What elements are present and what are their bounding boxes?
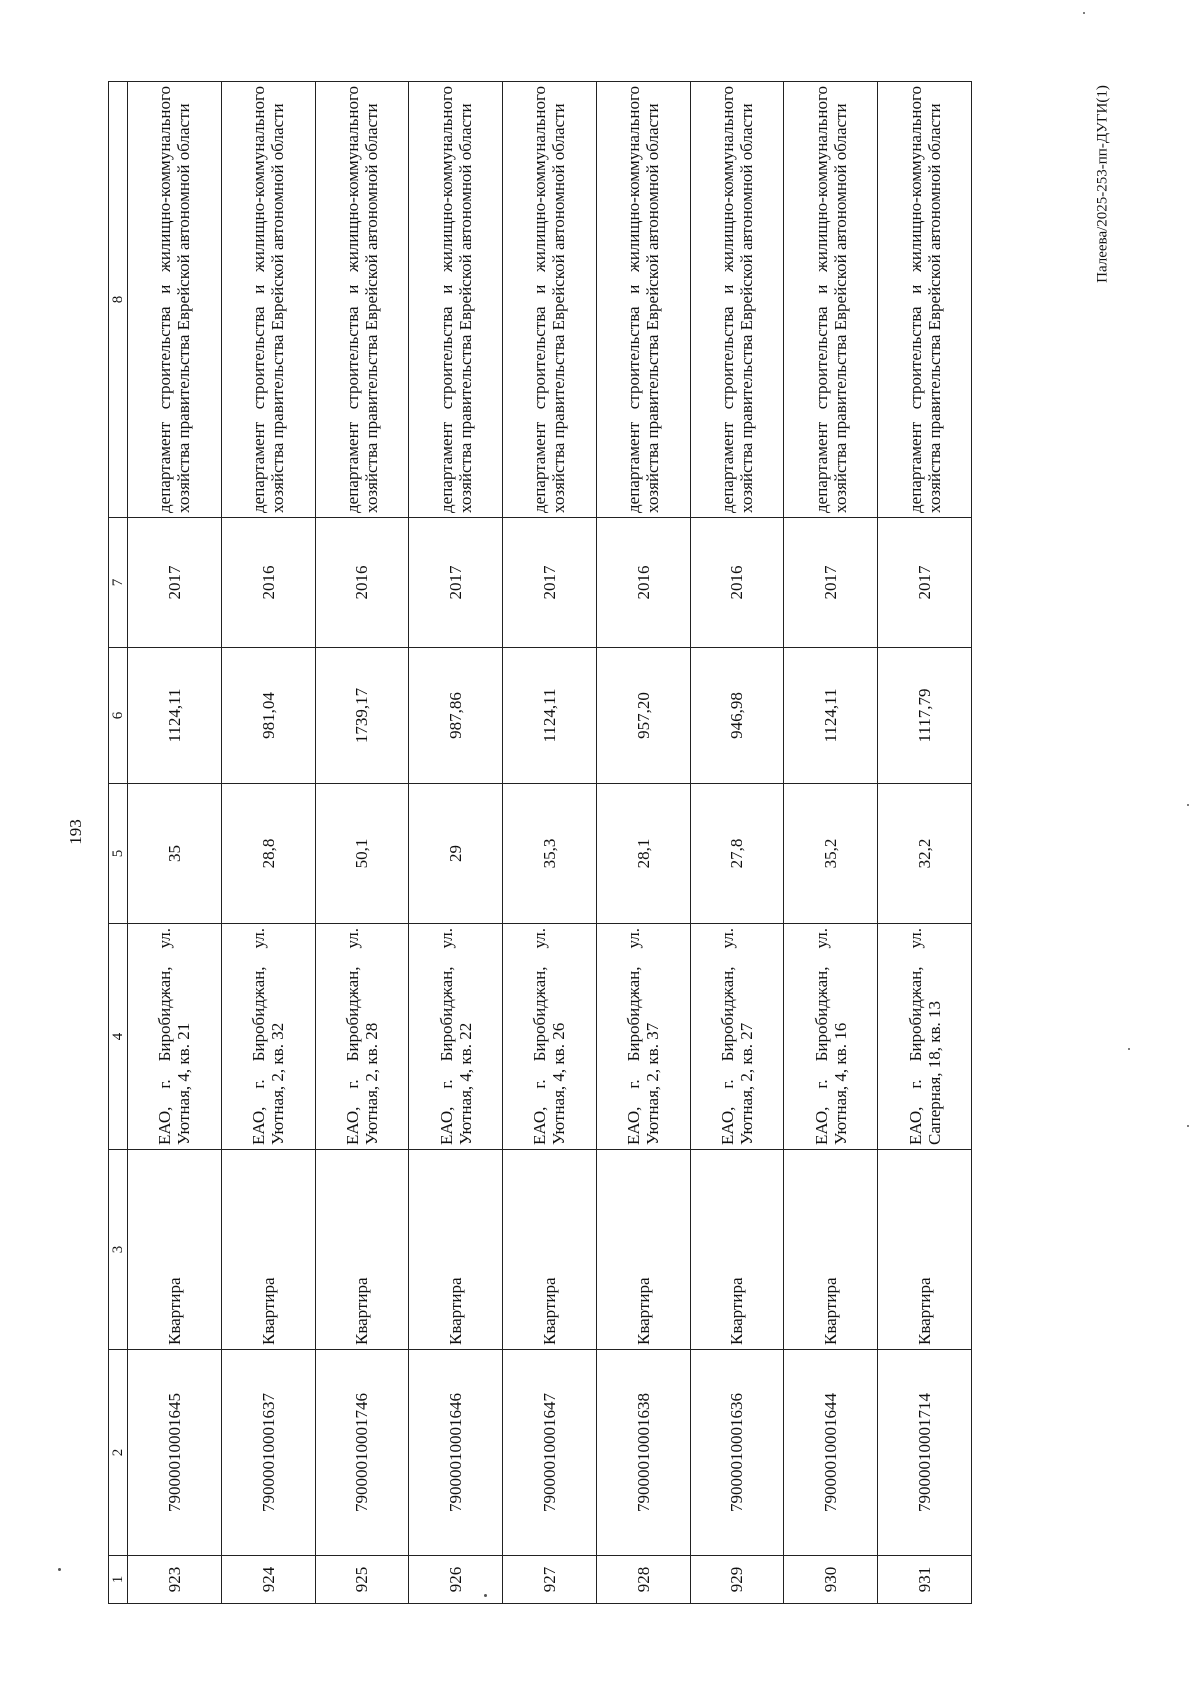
property-type-cell: Квартира bbox=[409, 1150, 503, 1350]
table-row bbox=[503, 82, 597, 1604]
year-cell: 2016 bbox=[315, 518, 409, 648]
holder-organization-cell: департамент строительства и жилищно-коммунального хозяйства правительства Еврейской автономной области bbox=[878, 82, 972, 518]
column-number-header-row bbox=[109, 82, 128, 1604]
table-row bbox=[690, 82, 784, 1604]
cadastral-number-cell: 79000010001647 bbox=[503, 1350, 597, 1556]
table-row bbox=[784, 82, 878, 1604]
address-cell: ЕАО, г. Биробиджан, ул. Уютная, 2, кв. 27 bbox=[690, 924, 784, 1150]
address-cell: ЕАО, г. Биробиджан, ул. Саперная, 18, кв. 13 bbox=[878, 924, 972, 1150]
column-header: 4 bbox=[109, 924, 128, 1150]
cadastral-number-cell: 79000010001646 bbox=[409, 1350, 503, 1556]
column-header: 2 bbox=[109, 1350, 128, 1556]
table-row bbox=[596, 82, 690, 1604]
table-row bbox=[878, 82, 972, 1604]
area-cell: 32,2 bbox=[878, 784, 972, 924]
column-header: 1 bbox=[109, 1556, 128, 1604]
year-cell: 2017 bbox=[784, 518, 878, 648]
holder-organization-cell: департамент строительства и жилищно-коммунального хозяйства правительства Еврейской автономной области bbox=[221, 82, 315, 518]
address-cell: ЕАО, г. Биробиджан, ул. Уютная, 2, кв. 37 bbox=[596, 924, 690, 1150]
area-cell: 35 bbox=[128, 784, 222, 924]
property-type-cell: Квартира bbox=[690, 1150, 784, 1350]
year-cell: 2017 bbox=[409, 518, 503, 648]
cost-cell: 1739,17 bbox=[315, 648, 409, 784]
year-cell: 2016 bbox=[221, 518, 315, 648]
cost-cell: 987,86 bbox=[409, 648, 503, 784]
holder-organization-cell: департамент строительства и жилищно-коммунального хозяйства правительства Еврейской автономной области bbox=[128, 82, 222, 518]
cadastral-number-cell: 79000010001645 bbox=[128, 1350, 222, 1556]
property-type-cell: Квартира bbox=[503, 1150, 597, 1350]
row-number-cell: 931 bbox=[878, 1556, 972, 1604]
cost-cell: 981,04 bbox=[221, 648, 315, 784]
cost-cell: 1124,11 bbox=[784, 648, 878, 784]
year-cell: 2016 bbox=[596, 518, 690, 648]
table-row bbox=[128, 82, 222, 1604]
scan-speck bbox=[1083, 12, 1085, 14]
property-type-cell: Квартира bbox=[128, 1150, 222, 1350]
cadastral-number-cell: 79000010001636 bbox=[690, 1350, 784, 1556]
year-cell: 2017 bbox=[503, 518, 597, 648]
year-cell: 2017 bbox=[128, 518, 222, 648]
area-cell: 29 bbox=[409, 784, 503, 924]
address-cell: ЕАО, г. Биробиджан, ул. Уютная, 2, кв. 32 bbox=[221, 924, 315, 1150]
scan-speck bbox=[1128, 1048, 1130, 1050]
cadastral-number-cell: 79000010001714 bbox=[878, 1350, 972, 1556]
property-register-table bbox=[108, 81, 972, 1604]
cost-cell: 1124,11 bbox=[128, 648, 222, 784]
row-number-cell: 925 bbox=[315, 1556, 409, 1604]
cadastral-number-cell: 79000010001746 bbox=[315, 1350, 409, 1556]
holder-organization-cell: департамент строительства и жилищно-коммунального хозяйства правительства Еврейской автономной области bbox=[409, 82, 503, 518]
column-header: 7 bbox=[109, 518, 128, 648]
area-cell: 50,1 bbox=[315, 784, 409, 924]
holder-organization-cell: департамент строительства и жилищно-коммунального хозяйства правительства Еврейской автономной области bbox=[784, 82, 878, 518]
cost-cell: 1117,79 bbox=[878, 648, 972, 784]
year-cell: 2017 bbox=[878, 518, 972, 648]
holder-organization-cell: департамент строительства и жилищно-коммунального хозяйства правительства Еврейской автономной области bbox=[596, 82, 690, 518]
row-number-cell: 930 bbox=[784, 1556, 878, 1604]
area-cell: 35,3 bbox=[503, 784, 597, 924]
page-number: 193 bbox=[66, 819, 85, 845]
area-cell: 28,8 bbox=[221, 784, 315, 924]
property-type-cell: Квартира bbox=[596, 1150, 690, 1350]
row-number-cell: 926 bbox=[409, 1556, 503, 1604]
table-row bbox=[409, 82, 503, 1604]
property-type-cell: Квартира bbox=[784, 1150, 878, 1350]
cadastral-number-cell: 79000010001637 bbox=[221, 1350, 315, 1556]
address-cell: ЕАО, г. Биробиджан, ул. Уютная, 4, кв. 16 bbox=[784, 924, 878, 1150]
address-cell: ЕАО, г. Биробиджан, ул. Уютная, 4, кв. 22 bbox=[409, 924, 503, 1150]
scan-speck bbox=[58, 1568, 61, 1571]
property-type-cell: Квартира bbox=[221, 1150, 315, 1350]
table-row bbox=[221, 82, 315, 1604]
address-cell: ЕАО, г. Биробиджан, ул. Уютная, 2, кв. 28 bbox=[315, 924, 409, 1150]
cadastral-number-cell: 79000010001638 bbox=[596, 1350, 690, 1556]
row-number-cell: 929 bbox=[690, 1556, 784, 1604]
cost-cell: 957,20 bbox=[596, 648, 690, 784]
row-number-cell: 927 bbox=[503, 1556, 597, 1604]
holder-organization-cell: департамент строительства и жилищно-коммунального хозяйства правительства Еврейской автономной области bbox=[503, 82, 597, 518]
holder-organization-cell: департамент строительства и жилищно-коммунального хозяйства правительства Еврейской автономной области bbox=[690, 82, 784, 518]
column-header: 6 bbox=[109, 648, 128, 784]
scan-speck bbox=[1187, 1125, 1189, 1127]
property-type-cell: Квартира bbox=[315, 1150, 409, 1350]
row-number-cell: 923 bbox=[128, 1556, 222, 1604]
property-type-cell: Квартира bbox=[878, 1150, 972, 1350]
document-code: Палеева/2025-253-пп-ДУГИ(1) bbox=[1094, 85, 1111, 283]
row-number-cell: 924 bbox=[221, 1556, 315, 1604]
area-cell: 28,1 bbox=[596, 784, 690, 924]
cadastral-number-cell: 79000010001644 bbox=[784, 1350, 878, 1556]
scan-speck bbox=[1187, 804, 1189, 806]
column-header: 3 bbox=[109, 1150, 128, 1350]
area-cell: 35,2 bbox=[784, 784, 878, 924]
table-row bbox=[315, 82, 409, 1604]
column-header: 5 bbox=[109, 784, 128, 924]
cost-cell: 1124,11 bbox=[503, 648, 597, 784]
year-cell: 2016 bbox=[690, 518, 784, 648]
holder-organization-cell: департамент строительства и жилищно-коммунального хозяйства правительства Еврейской автономной области bbox=[315, 82, 409, 518]
area-cell: 27,8 bbox=[690, 784, 784, 924]
address-cell: ЕАО, г. Биробиджан, ул. Уютная, 4, кв. 26 bbox=[503, 924, 597, 1150]
rotated-register-table bbox=[108, 82, 972, 1604]
address-cell: ЕАО, г. Биробиджан, ул. Уютная, 4, кв. 21 bbox=[128, 924, 222, 1150]
row-number-cell: 928 bbox=[596, 1556, 690, 1604]
column-header: 8 bbox=[109, 82, 128, 518]
cost-cell: 946,98 bbox=[690, 648, 784, 784]
